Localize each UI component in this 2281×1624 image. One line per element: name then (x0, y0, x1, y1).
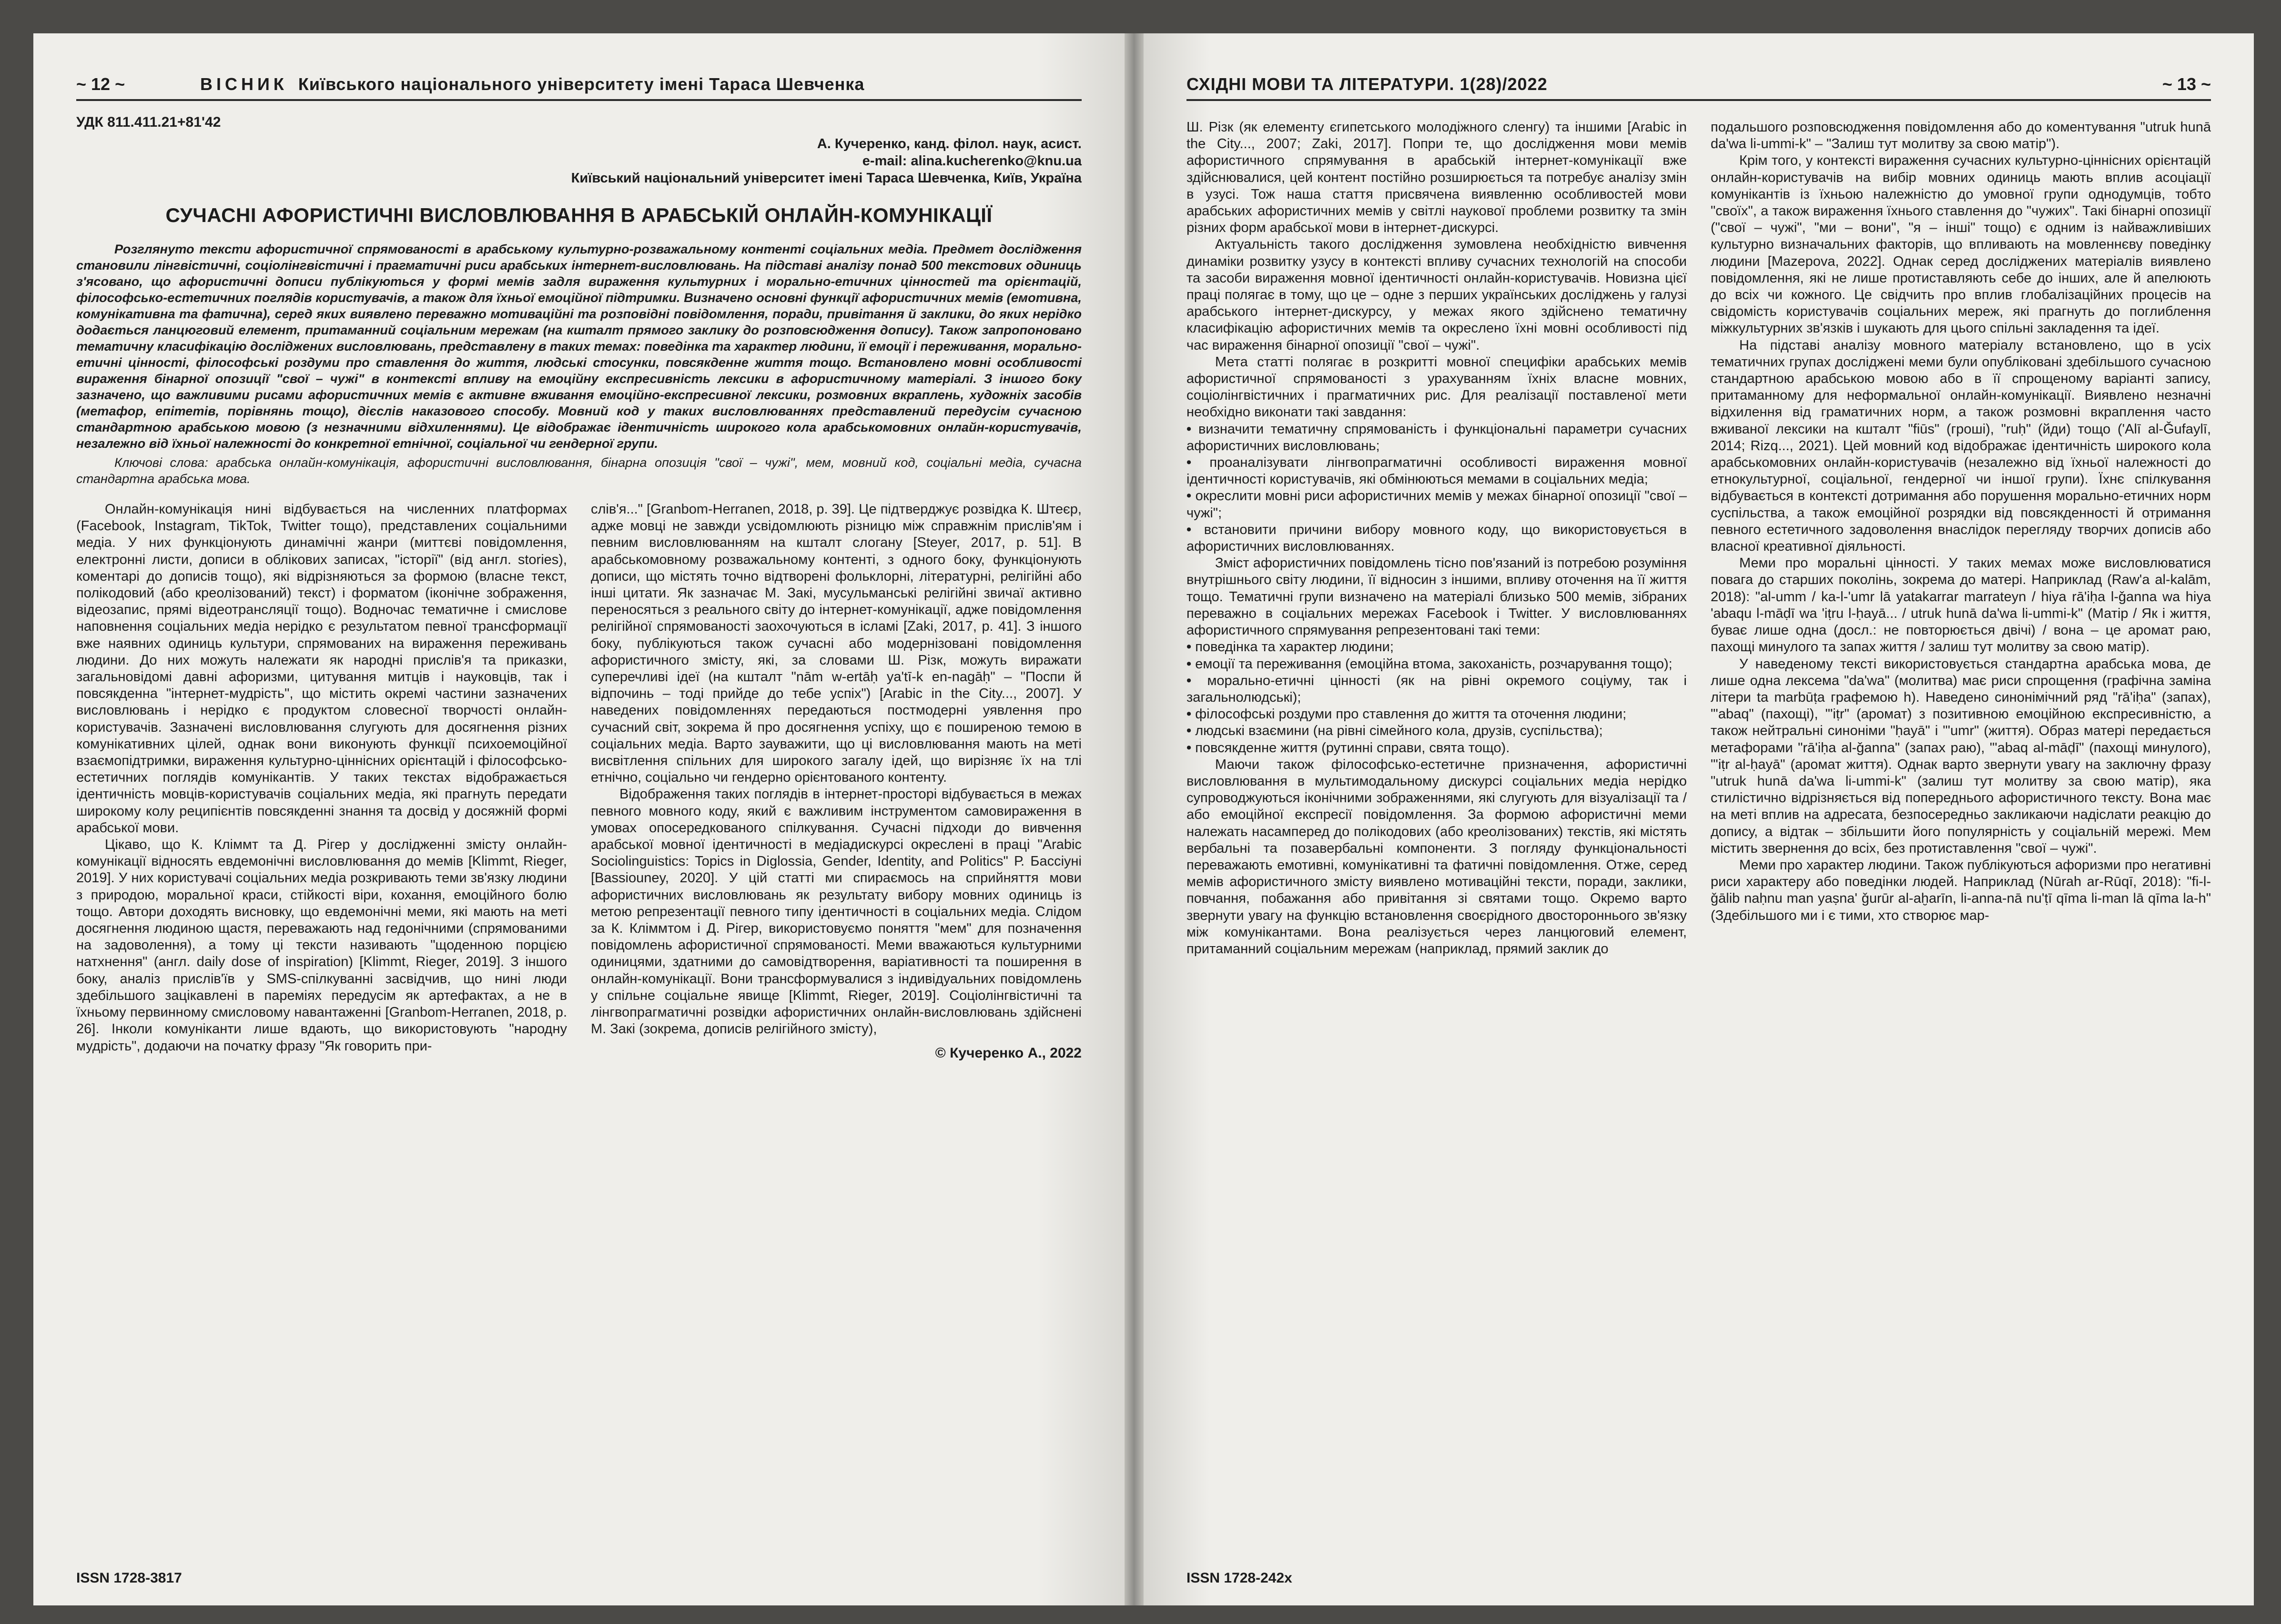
page-number: ~ 13 ~ (2162, 74, 2211, 94)
paragraph: Відображення таких поглядів в інтернет-просторі відбувається в межах певного мовного коду, який є важливим інструментом самовираження в умовах опосередкованого спілкування. Сучасні підходи до вивчення арабської мовної ідентичності в медіадискурсі окреслені в праці "Arabic Sociolinguistics: Topics in Diglossia, Gender, Identity, and Politics" Р. Бассіуні [Bassiouney, 2020]. У цій статті ми спираємось на сприйняття мови афористичних висловлювань як результату вибору мовних одиниць із метою репрезентації певного типу ідентичності в соціальних медіа. Слідом за К. Кліммтом і Д. Рігер, використовуємо поняття "мем" для позначення повідомлень афористичної спрямованості. Меми вважаються культурними одиницями, здатними до самовідтворення, варіативності та поширення в онлайн-комунікації. Вони трансформувалися з індивідуальних повідомлень у спільне соціальне явище [Klimmt, Rieger, 2019]. Соціолінгвістичні та лінгвопрагматичні розвідки афористичних онлайн-висловлювань здійснені М. Закі (зокрема, дописів релігійного змісту), (591, 787, 1082, 1037)
list-item: • проаналізувати лінгвопрагматичні особливості вираження мовної ідентичності користувачів, які обмінюються мемами в соціальних медіа; (1186, 454, 1687, 488)
running-header (76, 71, 1082, 101)
book-spine (1122, 33, 1146, 1605)
right-page (1144, 33, 2254, 1605)
paragraph: Меми про моральні цінності. У таких мемах може висловлюватися повага до старших поколінь, зокрема до матері. Наприклад (Raw'a al-kalām, 2018): "al-umm / ka-l-'umr lā yatakarrar marrateyn / hiya rā'iḥa l-ǧanna wa hiya 'abaqu l-māḍī wa 'iṭru l-ḥayā... / utruk hunā da'wa li-ummi-k" (Матір / Як і життя, буває лише одна (досл.: не повторюється двічі) / вона – це аромат раю, пахощі минулого та запах життя / залиш тут молитву за свою матір). (1711, 555, 2211, 655)
author-line: А. Кучеренко, канд. філол. наук, асист. (817, 136, 1082, 151)
page-body (1186, 119, 2211, 1548)
udk-code: УДК 811.411.21+81'42 (76, 114, 221, 130)
column-right (591, 501, 1082, 1061)
paragraph: На підставі аналізу мовного матеріалу встановлено, що в усіх тематичних групах досліджені меми були опубліковані здебільшого сучасною стандартною арабською мовою або в її спрощеному варіанті запису, притаманному для неформальної онлайн-комунікації. Виявлено незначні відхилення від граматичних норм, а також розмовні вкраплення часто вживаної лексики на кшталт "fiūs" (гроші), "ruḥ" (йди) тощо ('Alī al-Ǧufaylī, 2014; Rizq..., 2021). Цей мовний код відображає ідентичність широкого кола арабськомовних онлайн-користувачів (незалежно від їхньої належності до етнокультурної, соціальної, гендерної чи іншої групи). Їхнє спілкування відбувається в контексті дотримання або порушення морально-етичних норм суспільства, а також емоційної розрядки від повсякденності й отримання певного естетичного задоволення внаслідок перегляду творчих дописів або власної креативної діяльності. (1711, 337, 2211, 555)
paragraph: Зміст афористичних повідомлень тісно пов'язаний із потребою розуміння внутрішнього світу людини, її відносин з іншими, впливу оточення на її життя тощо. Тематичні групи визначено на матеріалі близько 500 мемів, зібраних переважно в соціальних мережах Facebook і Twitter. У висловлюваннях афористичного спрямування репрезентовані такі теми: (1186, 555, 1687, 638)
journal-name: Київського національного університету імені Тараса Шевченка (298, 74, 865, 94)
page-body (76, 114, 1082, 1548)
abstract: Розглянуто тексти афористичної спрямованості в арабському культурно-розважальному контенті соціальних медіа. Предмет дослідження становили лінгвістичні, соціолінгвістичні і прагматичні риси арабських інтернет-висловлювань. На підставі аналізу понад 500 текстових одиниць з'ясовано, що афористичні дописи публікуються у формі мемів задля вираження культурних і морально-етичних цінностей та орієнтацій, філософсько-естетичних поглядів користувачів, а також для їхньої емоційної підтримки. Визначено основні функції афористичних мемів (емотивна, комунікативна та фатична), серед яких виявлено переважно мотиваційні та розповідні повідомлення, поради, привітання й заклики, до яких нерідко додається ланцюговий елемент, притаманний соціальним мережам (на кшталт прямого заклику до розповсюдження допису). Також запропоновано тематичну класифікацію досліджених висловлювань, представлену в таких темах: поведінка та характер людини, її емоції і переживання, морально-етичні цінності, філософські роздуми про ставлення до життя, людські стосунки, повсякденне життя тощо. Встановлено мовні особливості вираження бінарної опозиції "свої – чужі" в контексті впливу на емоційну експресивність лексики в афористичному матеріалі. З іншого боку зазначено, що важливими рисами афористичних мемів є активне вживання емоційно-експресивної лексики, розмовних вкраплень, художніх засобів (метафор, епітетів, порівнянь тощо), дієслів наказового способу. Мовний код у таких висловлюваннях представлений передусім сучасною стандартною арабською мовою (з незначними відхиленнями). Це відображає ідентичність широкого кола арабськомовних онлайн-користувачів, незалежно від їхньої належності до конкретної етнічної, соціальної чи гендерної групи. (76, 242, 1082, 451)
list-item: • людські взаємини (на рівні сімейного кола, друзів, суспільства); (1186, 723, 1687, 739)
paragraph: Крім того, у контексті вираження сучасних культурно-ціннісних орієнтацій онлайн-користувачів на вибір мовних одиниць мають вплив асоціації комунікантів із їхньою належністю до умовної групи однодумців, тобто "своїх", а також вираження їхнього ставлення до "чужих". Такі бінарні опозиції ("свої – чужі", "ми – вони", "я – інші" тощо) є одним із найважливіших культурно визначальних факторів, що впливають на мовленнєву поведінку людини [Mazepova, 2022]. Однак серед досліджених матеріалів виявлено повідомлення, які не лише протиставляють себе до інших, але й апелюють до всіх чи кожного. Це свідчить про вплив глобалізаційних процесів на свідомість користувачів соціальних мереж, які прагнуть до поглиблення міжкультурних зв'язків і шукають для цього спільні закладення та ідеї. (1711, 153, 2211, 336)
paragraph: Цікаво, що К. Кліммт та Д. Рігер у дослідженні змісту онлайн-комунікації відносять евдемонічні висловлювання до мемів [Klimmt, Rieger, 2019]. У них користувачі соціальних медіа розкривають теми зв'язку людини з природою, моральної краси, стійкості віри, кохання, емоційного болю тощо. Автори доходять висновку, що евдемонічні меми, які мають на меті досягнення людиною щастя, переважають над гедонічними (спрямованими на задоволення), а тому ці тексти називають "щоденною порцією натхнення" (англ. daily dose of inspiration) [Klimmt, Rieger, 2019]. З іншого боку, аналіз прислів'їв у SMS-спілкуванні засвідчив, що нині люди здебільшого зацікавлені в пареміях передусім як артефактах, а не в їхньому первинному смисловому навантаженні [Granbom-Herranen, 2018, p. 26]. Інколи комуніканти лише вдають, що використовують "народну мудрість", додаючи на початку фразу "Як говорить при- (76, 837, 567, 1054)
journal-title (200, 74, 864, 94)
paragraph: Онлайн-комунікація нині відбувається на численних платформах (Facebook, Instagram, TikTok, Twitter тощо), представлених соціальними медіа. У них функціонують динамічні жанри (миттєві повідомлення, електронні листи, дописи в облікових записах, "історії" (від англ. stories), коментарі до дописів тощо), які відрізняються за формою (власне текст, полікодовий (або креолізований) текст) і форматом (іконічне зображення, відеозапис, прямі відеотрансляції тощо). Водночас тематичне і смислове наповнення соціальних медіа нерідко є результатом певної трансформації вже наявних одиниць культури, спрямованих на вираження переживань людини. До них можуть належати як народні прислів'я та приказки, загальновідомі давні афоризми, цитування митців і науковців, так і повсякденна "інтернет-мудрість", що містить окремі частини зазначених висловлювань і нерідко є продуктом словесної творчості онлайн-користувачів. Зазначені висловлювання слугують для досягнення різних комунікативних цілей, однак вони виконують функції психоемоційної взаємопідтримки, вираження культурно-ціннісних орієнтацій і філософсько-естетичних поглядів комунікантів. У таких текстах відображається ідентичність мовців-користувачів соціальних медіа, які прагнуть передати широкому колу реципієнтів повсякденні знання та досвід у досяжній формі арабської мови. (76, 502, 567, 836)
journal-issue: СХІДНІ МОВИ ТА ЛІТЕРАТУРИ. 1(28)/2022 (1186, 74, 1548, 94)
paragraph: подальшого розповсюдження повідомлення або до коментування "utruk hunā da'wa li-ummi-k" – "Залиш тут молитву за свою матір"). (1711, 120, 2211, 152)
affiliation-line: Київський національний університет імені Тараса Шевченка, Київ, Україна (571, 171, 1082, 186)
column-left (1186, 119, 1687, 958)
list-item: • філософські роздуми про ставлення до життя та оточення людини; (1186, 706, 1687, 723)
journal-label: ВІСНИК (200, 74, 288, 94)
email-line: e-mail: alina.kucherenko@knu.ua (862, 153, 1082, 169)
paragraph: У наведеному тексті використовується стандартна арабська мова, де лише одна лексема "da'wa" (молитва) має риси спрощення (графічна заміна літери ta marbūṭa графемою h). Наведено синонімічний ряд "rā'iḥa" (запах), "'abaq" (пахощі), "'iṭr" (аромат) з позитивною емоційною експресивністю, а також нейтральні синоніми "ḥayā" і "'umr" (життя). Образ матері передається метафорами "rā'iḥa al-ǧanna" (запах раю), "'abaq al-māḍī" (пахощі минулого), "'iṭr al-ḥayā" (аромат життя). Однак варто звернути увагу на заключну фразу "utruk hunā da'wa li-ummi-k" (залиш тут молитву за свою матір), яка стилістично відрізняється від попереднього афористичного тексту. Вона має на меті вплив на адресата, безпосередньо закликаючи надіслати реакцію до допису, а відтак – збільшити його популярність у соціальній мережі. Мем містить звернення до всіх, без протиставлення "свої – чужі". (1711, 656, 2211, 856)
article-title: СУЧАСНІ АФОРИСТИЧНІ ВИСЛОВЛЮВАННЯ В АРАБСЬКІЙ ОНЛАЙН-КОМУНІКАЦІЇ (165, 204, 993, 226)
list-item: • окреслити мовні риси афористичних мемів у межах бінарної опозиції "свої – чужі"; (1186, 488, 1687, 521)
two-column-text (76, 501, 1082, 1061)
copyright: © Кучеренко А., 2022 (935, 1045, 1082, 1061)
list-item: • морально-етичні цінності (як на рівні окремого соціуму, так і загальнолюдські); (1186, 673, 1687, 706)
paragraph: Актуальність такого дослідження зумовлена необхідністю вивчення динаміки розвитку узусу в контексті впливу сучасних технологій на способи та засоби вираження мовної ідентичності онлайн-користувачів. Новизна цієї праці полягає в тому, що це – одне з перших українських досліджень у галузі арабського інтернет-дискурсу, у межах якого здійснено тематичну класифікацію афористичних мемів та окреслено їхні мовні особливості під час вираження бінарної опозиції "свої – чужі". (1186, 237, 1687, 353)
paragraph: Маючи також філософсько-естетичне призначення, афористичні висловлювання в мультимодальному дискурсі соціальних медіа нерідко супроводжуються іконічними зображеннями, які слугують для візуалізації та / або емоційної експресії повідомлення. За формою афористичні меми належать насамперед до полікодових (або креолізованих) текстів, які містять вербальні та позавербальні компоненти. З погляду функціональності переважають емотивні, комунікативні та фатичні повідомлення. Отже, серед мемів афористичного змісту виявлено мотиваційні тексти, поради, заклики, повчання, побажання або привітання зі святами тощо. Окремо варто звернути увагу на функцію встановлення своєрідного двостороннього зв'язку між комунікантами. Вона реалізується через ланцюговий елемент, притаманний соціальним мережам (наприклад, прямий заклик до (1186, 757, 1687, 957)
running-header (1186, 71, 2211, 101)
keywords: Ключові слова: арабська онлайн-комунікація, афористичні висловлювання, бінарна опозиція "свої – чужі", мем, мовний код, соціальні медіа, сучасна стандартна арабська мова. (76, 455, 1082, 486)
column-right (1711, 119, 2211, 958)
column-left (76, 501, 567, 1061)
list-item: • емоції та переживання (емоційна втома, закоханість, розчарування тощо); (1186, 656, 1687, 673)
paragraph: слів'я..." [Granbom-Herranen, 2018, p. 39]. Це підтверджує розвідка К. Штеєр, адже мовці не завжди усвідомлюють різницю між справжнім прислів'ям і певним висловлюванням на кшталт слогану [Steyer, 2017, p. 51]. В арабськомовному розважальному контенті, з одного боку, функціонують дописи, що містять точно відтворені фольклорні, літературні, релігійні або інші цитати. Як зазначає М. Закі, мусульманські релігійні звичаї активно переносяться з реального світу до інтернет-комунікації, адже повідомлення релігійної спрямованості заохочуються в ісламі [Zaki, 2017, p. 41]. З іншого боку, публікуються також сучасні або модернізовані повідомлення афористичного змісту, які, за словами Ш. Різк, можуть виражати суперечливі ідеї (на кшталт "nām w-ertāḥ ya'tī-k en-nagāḥ" – "Поспи й відпочинь – тоді прийде до тебе успіх") [Arabic in the City..., 2007]. У наведених повідомленнях передаються постмодерні уявлення про сучасний світ, зокрема й про досягнення успіху, що є поширеною темою в соціальних медіа. Варто зауважити, що ці висловлювання мають на меті висвітлення спільних для широкого загалу ідей, що вирізняє їх на тлі етнічно, соціально чи гендерно орієнтованого контенту. (591, 502, 1082, 786)
list-item: • повсякденне життя (рутинні справи, свята тощо). (1186, 740, 1687, 757)
list-item: • визначити тематичну спрямованість і функціональні параметри сучасних афористичних висловлювань; (1186, 421, 1687, 454)
issn-footer: ISSN 1728-3817 (76, 1570, 182, 1586)
theme-list (1186, 639, 1687, 756)
paragraph: Мета статті полягає в розкритті мовної специфіки арабських мемів афористичної спрямованості з урахуванням їхніх власне мовних, соціолінгвістичних і прагматичних рис. Для реалізації поставленої мети необхідно виконати такі завдання: (1186, 354, 1687, 420)
page-number: ~ 12 ~ (76, 74, 125, 94)
paragraph: Меми про характер людини. Також публікуються афоризми про негативні риси характеру або поведінки людей. Наприклад (Nūrah ar-Rūqī, 2018): "fi-l-ǧālib naḥnu man yaṣna' ǧurūr al-aḫarīn, li-anna-nā nu'ṭī qīma li-man lā qīma la-h" (Здебільшого ми і є тими, хто створює мар- (1711, 857, 2211, 923)
list-item: • встановити причини вибору мовного коду, що використовується в афористичних висловлюваннях. (1186, 522, 1687, 555)
author-block (76, 135, 1082, 187)
two-column-text (1186, 119, 2211, 958)
issn-footer: ISSN 1728-242x (1186, 1570, 1292, 1586)
task-list (1186, 421, 1687, 555)
paragraph: Ш. Різк (як елементу єгипетського молодіжного сленгу) та іншими [Arabic in the City..., 2007; Zaki, 2017]. Попри те, що дослідження мови мемів афористичного спрямування в арабській інтернет-комунікації вже здійснювалися, цей контент постійно розширюється та потребує аналізу змін в узусі. Тож наша стаття присвячена виявленню особливостей мови арабських афористичних мемів у світлі наукової проблеми розвитку та змін різних форм арабської мови в інтернет-дискурсі. (1186, 120, 1687, 236)
list-item: • поведінка та характер людини; (1186, 639, 1687, 656)
left-page (33, 33, 1125, 1605)
